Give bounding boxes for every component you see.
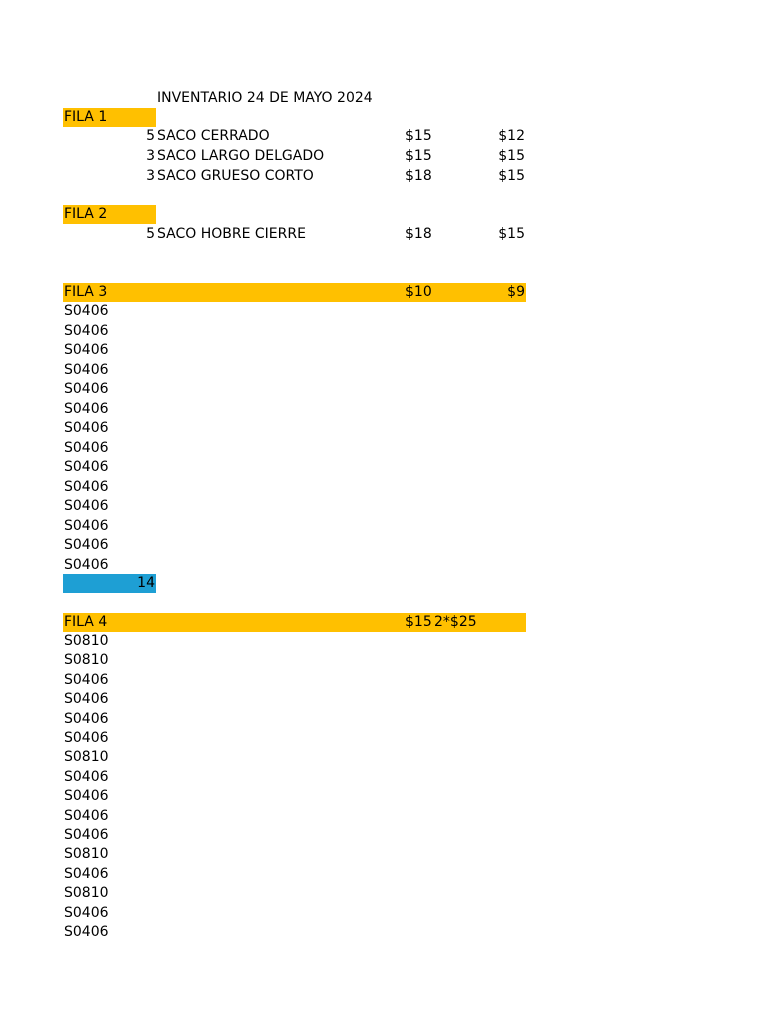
fila2-row1-price2: $15 (498, 226, 525, 242)
fila3-code-item: S0406 (64, 342, 109, 358)
fila3-code-item: S0406 (64, 303, 109, 319)
fila2-row1-price1: $18 (405, 226, 432, 242)
fila3-code-item: S0406 (64, 556, 109, 573)
fila1-row2-desc: SACO LARGO DELGADO (157, 148, 325, 164)
fila3-code-item: S0406 (64, 517, 109, 534)
fila4-price2: 2*$25 (434, 614, 477, 630)
fila4-code-item: S0406 (64, 691, 109, 708)
fila1-row1-price2: $12 (498, 128, 525, 144)
fila3-code-item: S0406 (64, 537, 109, 553)
fila4-code-item: S0406 (64, 710, 109, 727)
fila1-row2-qty: 3 (146, 148, 155, 164)
fila3-total: 14 (137, 575, 155, 591)
fila2-row1-qty: 5 (146, 226, 155, 242)
fila4-code-item: S0406 (64, 671, 109, 688)
fila4-code-item: S0810 (64, 652, 109, 669)
fila2-label: FILA 2 (64, 206, 108, 222)
fila3-code-item: S0406 (64, 478, 109, 495)
fila1-row2-price1: $15 (405, 148, 432, 164)
fila4-label: FILA 4 (64, 614, 108, 630)
fila3-code-item: S0406 (64, 381, 109, 397)
fila4-code-item: S0406 (64, 807, 109, 824)
fila1-label: FILA 1 (64, 109, 108, 125)
fila3-label: FILA 3 (64, 284, 108, 300)
fila4-price1: $15 (405, 614, 432, 630)
fila3-price1: $10 (405, 284, 432, 300)
fila4-code-item: S0810 (64, 749, 109, 766)
fila3-code-item: S0406 (64, 420, 109, 436)
fila1-row3-price2: $15 (498, 168, 525, 184)
fila4-code-item: S0406 (64, 827, 109, 843)
fila3-price2: $9 (507, 284, 525, 300)
fila4-code-item: S0406 (64, 788, 109, 805)
fila3-code-item: S0406 (64, 400, 109, 417)
fila3-code-item: S0406 (64, 439, 109, 456)
fila3-code-item: S0406 (64, 498, 109, 514)
fila4-code-item: S0810 (64, 885, 109, 902)
fila4-code-item: S0406 (64, 924, 109, 940)
fila4-code-item: S0406 (64, 865, 109, 882)
fila1-row2-price2: $15 (498, 148, 525, 164)
fila1-row3-desc: SACO GRUESO CORTO (157, 168, 314, 184)
fila4-code-item: S0810 (64, 633, 109, 649)
fila3-code-item: S0406 (64, 459, 109, 475)
fila1-row3-price1: $18 (405, 168, 432, 184)
fila1-row3-qty: 3 (146, 168, 155, 184)
fila2-row1-desc: SACO HOBRE CIERRE (157, 226, 306, 242)
fila1-row1-price1: $15 (405, 128, 432, 144)
fila1-row1-qty: 5 (146, 128, 155, 144)
page-title: INVENTARIO 24 DE MAYO 2024 (157, 90, 373, 106)
fila4-code-item: S0406 (64, 904, 109, 921)
fila4-code-item: S0810 (64, 846, 109, 863)
fila1-row1-desc: SACO CERRADO (157, 128, 270, 144)
fila4-code-item: S0406 (64, 730, 109, 746)
fila4-code-item: S0406 (64, 768, 109, 785)
fila3-code-item: S0406 (64, 322, 109, 339)
fila3-code-item: S0406 (64, 361, 109, 378)
